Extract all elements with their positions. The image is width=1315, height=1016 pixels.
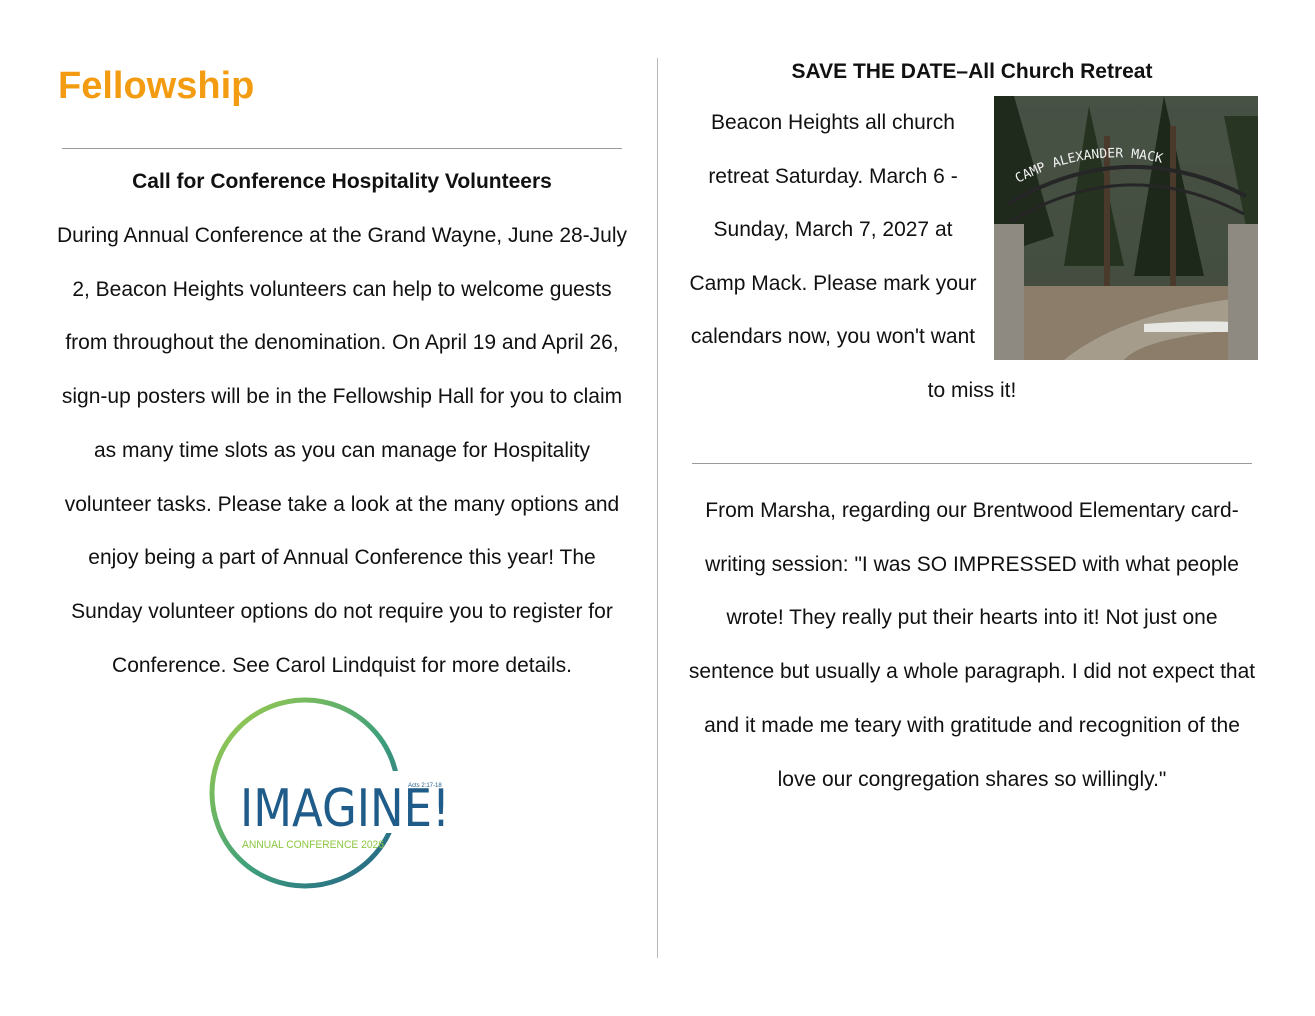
column-divider: [657, 58, 658, 958]
article-heading: Call for Conference Hospitality Volunteers: [132, 170, 552, 193]
camp-sign-text: CAMP ALEXANDER MACK: [1012, 146, 1165, 187]
imagine-conference-logo: [150, 695, 450, 895]
retreat-section: [686, 96, 1258, 417]
horizontal-rule: [692, 463, 1252, 464]
right-column: [686, 58, 1258, 806]
horizontal-rule: [62, 148, 622, 149]
logo-sub-text: ANNUAL CONFERENCE 2026: [242, 839, 384, 851]
left-column: [56, 58, 628, 692]
logo-main-text: IMAGINE!: [240, 779, 450, 839]
marsha-quote: From Marsha, regarding our Brentwood Elementary card-writing session: "I was SO IMPRESSED with what people wrote! They really put their hearts into it! Not just one sentence but usually a whole paragraph. I did not expect that and it made me teary with gratitude and recognition of the love our congregation shares so willingly.": [688, 499, 1256, 791]
logo-verse-text: Acts 2:17-18: [408, 783, 442, 789]
article-body: During Annual Conference at the Grand Wayne, June 28-July 2, Beacon Heights volunteers can help to welcome guests from throughout the denomination. On April 19 and April 26, sign-up posters will be in the Fellowship Hall for you to claim as many time slots as you can manage for Hospitality volunteer tasks. Please take a look at the many options and enjoy being a part of Annual Conference this year! The Sunday volunteer options do not require you to register for Conference. See Carol Lindquist for more details.: [56, 224, 628, 677]
camp-mack-photo: [994, 96, 1258, 360]
retreat-body: Beacon Heights all church retreat Saturday. March 6 - Sunday, March 7, 2027 at Camp Mack. Please mark your calendars now, you won't want to miss it!: [689, 111, 1017, 402]
section-title: Fellowship: [58, 65, 255, 107]
retreat-heading: SAVE THE DATE–All Church Retreat: [791, 60, 1153, 83]
